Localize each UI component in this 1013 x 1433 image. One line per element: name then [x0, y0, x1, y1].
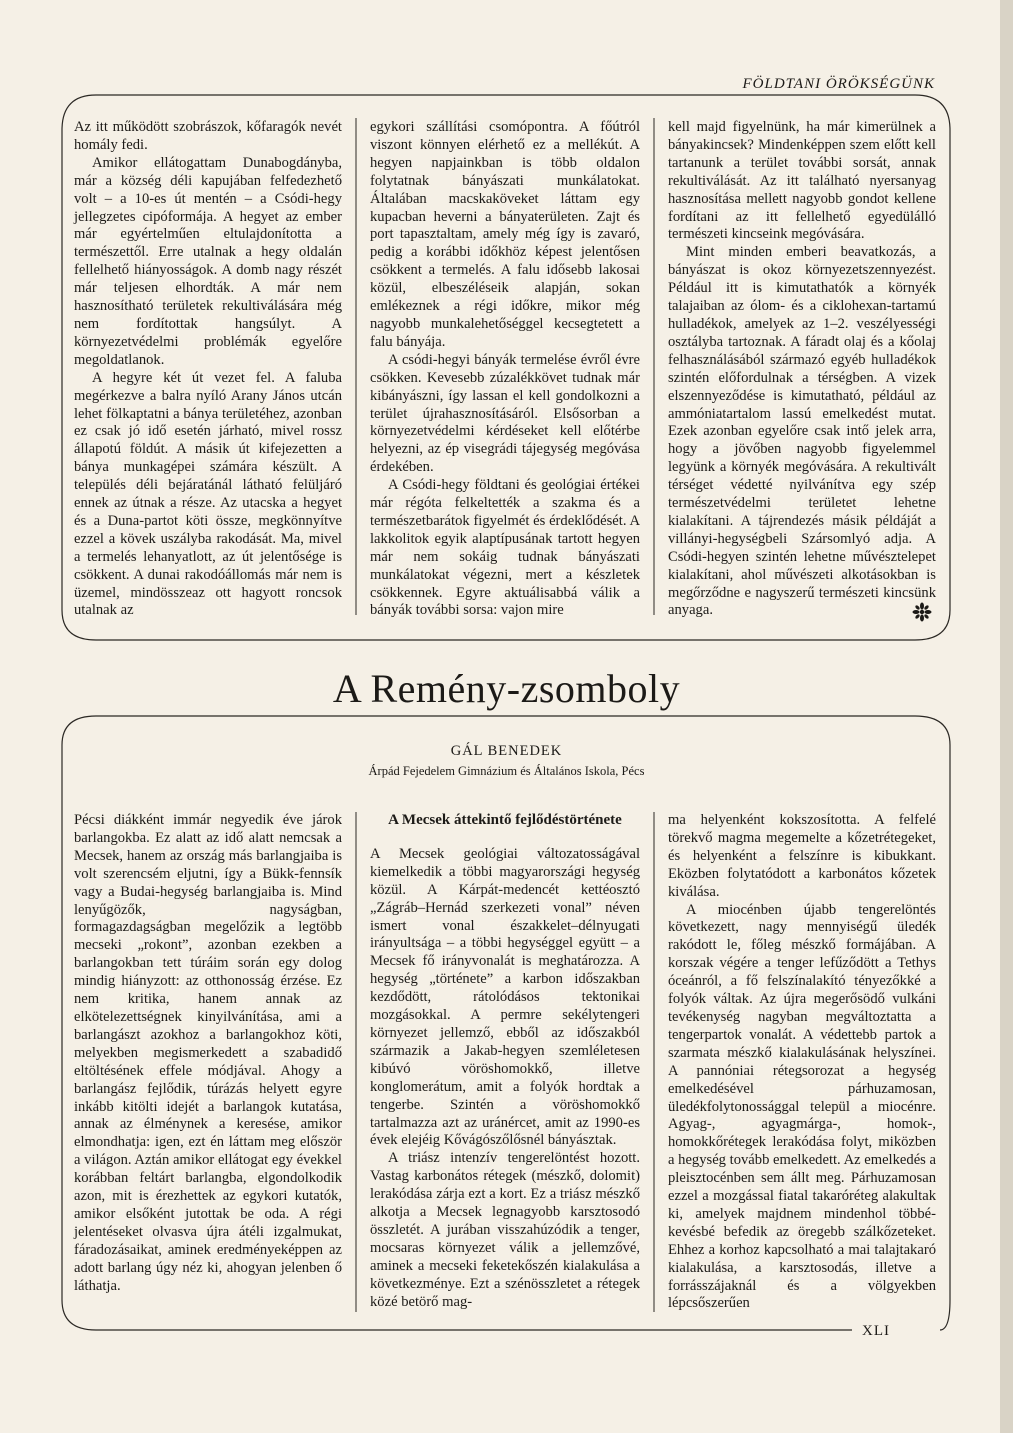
top-article-column-3: [668, 119, 936, 620]
article-column-2: [370, 812, 640, 1311]
section-subhead: A Mecsek áttekintő fejlődéstörténete: [388, 812, 622, 828]
paragraph: Pécsi diákként immár negyedik éve járok barlangokba. Ez alatt az idő alatt nemcsak a Mecsek, hanem az ország más barlangjaiba is volt szerencsém eljutni, így a Bükk-fennsík vagy a Budai-hegység barlangjaiba is. Mind lenyűgözők, nagyságban, formagazdagságban megelőzik a legtöbb mecseki „rokont”, azonban ezekben a barlangokban tett túráim során egy dolog mindig hiányzott: az otthonosság érzése. Ez nem kritika, hanem annak az elkötelezettségnek kinyilvánítása, ami a barlangászt azokhoz a barlangokhoz köti, melyekben megismerkedett a szabadidő eltöltésének effele módjával. Ahogy a barlangász fejlődik, túrázás helyett egyre inkább kitölti idejét a barlangok kutatása, annak az élménynek a keresése, amikor elmondhatja: igen, ezt én láttam meg először a világon. Aztán amikor ellátogat egy évekkel korábban feltárt barlangba, elgondolkodik azon, mit is érezhettek az egykori kutatók, amikor elsőként jutottak be oda. A régi jelentéseket olvasva újra átéli izgalmukat, fáradozásaikat, aminek eredményeképpen az adott barlang úgy néz ki, ahogyan jelenben ő láthatja.: [74, 812, 342, 1294]
article-column-1: [74, 812, 342, 1295]
paragraph: egykori szállítási csomópontra. A főútról viszont könnyen elérhető ez a mellékút. A hegyen napjainkban is több oldalon folytatnak bányászati munkálatokat. Általában macskaköveket láttam egy kupacban heverni a bányaterületen. Zajt és port tapasztaltam, amely még így is zavaró, pedig a korábbi időkhöz képest jelentősen csökkent a termelés. A falu idősebb lakosai közül, elbeszéléseik alapján, sokan emlékeznek a régi időkre, mikor még nagyobb munkalehetőséggel kecsegtetett a falu bányája.: [370, 119, 640, 350]
paragraph: Mint minden emberi beavatkozás, a bányászat is okoz környezetszennyezést. Például itt is kimutathatók a környék talajaiban az ólom- és a ciklohexan-tartamú hulladékok, amelyek az 1–2. veszélyességi osztályba tartoznak. A fáradt olaj és a kőolaj felhasználásából származó egyéb hulladékok szintén előfordulnak a térségben. A vizek elszennyeződése is kimutatható, például az ammóniatartalom lassú emelkedést mutat. Ezek azonban egyelőre csak intő jelek arra, hogy a jövőben nagyobb figyelemmel legyünk a környék megóvására. A rekultivált térséget védetté nyilvánítva egy szép természetvédelmi területet lehetne kialakítani. A tájrendezés másik példáját a villányi-hegységbeli Szársomlyó adja. A Csódi-hegyen szintén lehetne művésztelepet kialakítani, ahol művészeti alkotásokban is megőrződne e nagyszerű természeti kincsünk anyaga.: [668, 244, 936, 619]
paragraph: A csódi-hegyi bányák termelése évről évre csökken. Kevesebb zúzalékkövet tudnak már kibányászni, így lassan el kell gondolkozni a terület újrahasznosításáról. Elsősorban a környezetvédelmi kérdéseket kell előtérbe helyezni, az ép visegrádi tájegység megóvása érdekében.: [370, 351, 640, 476]
paragraph: A Mecsek geológiai változatosságával kiemelkedik a többi magyarországi hegység közül. A Kárpát-medencét kettéosztó „Zágráb–Hernád szerkezeti vonal” néven ismert vonal északkelet–délnyugati irányultsága – a többi hegységgel együtt – a Mecsek fő irányvonalát is meghatározza. A hegység „története” a karbon időszakban kezdődött, rátolódásos tektonikai mozgásokkal. A permre sekélytengeri környezet jellemző, ebből az időszakból származik a Jakab-hegyen szemléletesen kibúvó vöröshomokkő, illetve konglomerátum, amit a folyók hordtak a tengerbe. Szintén a vöröshomokkő tartalmazza azt az uránércet, amit az 1990-es évek elejéig Kővágószőlősnél bányásztak.: [370, 845, 640, 1149]
paragraph: ma helyenként kokszosította. A felfelé törekvő magma megemelte a kőzetrétegeket, és helyenként a felszínre is kibukkant. Eközben folytatódott a karbonátos kőzetek kiválása.: [668, 812, 936, 900]
article-column-3: [668, 812, 936, 1313]
page-edge: [1000, 0, 1013, 1433]
top-article-column-2: [370, 119, 640, 620]
flower-ornament-icon: [912, 602, 932, 622]
top-article-column-1: [74, 119, 342, 620]
paragraph: Az itt működött szobrászok, kőfaragók nevét homály fedi.: [74, 119, 342, 153]
paragraph: kell majd figyelnünk, ha már kimerülnek a bányakincsek? Mindenképpen szem előtt kell tartanunk a terület további sorsát, annak rekultiválását. Az itt található nyersanyag hasznosítása mellett nagyobb gondot kellene fordítani az itt fellelhető egyedülálló természeti kincseink megóvására.: [668, 119, 936, 243]
running-head: FÖLDTANI ÖRÖKSÉGÜNK: [742, 76, 935, 92]
paragraph: A Csódi-hegy földtani és geológiai értékei már régóta felkeltették a szakma és a természetbarátok figyelmét és érdeklődését. A lakkolitok egyik alaptípusának tartott hegyen már nem sokáig tudnak bányászati munkálatokat végezni, mert a készletek csökkennek. Egyre aktuálisabbá válik a bányák további sorsa: vajon mire: [370, 477, 640, 619]
paragraph: A hegyre két út vezet fel. A faluba megérkezve a balra nyíló Arany János utcán lehet fölkaptatni a bánya területéhez, azonban ez csak jó idő esetén járható, mivel rossz állapotú földút. A másik út kifejezetten a bánya munkagépei számára készült. A település déli bejáratánál látható felüljáró ennek az útnak a része. Az utacska a hegyet és a Duna-partot köti össze, megkönnyítve ezzel a kövek uszályba rakodását. Ma, mivel a termelés lehanyatlott, az út jelentősége is csökkent. A dunai rakodóállomás már nem is üzemel, mindösszeaz ott hagyott roncsok utalnak az: [74, 369, 342, 619]
paragraph: A triász intenzív tengerelöntést hozott. Vastag karbonátos rétegek (mészkő, dolomit) lerakódása zárja ezt a kort. Ez a triász mészkő alkotja a Mecsek legnagyobb karsztosodó összletét. A jurában visszahúzódik a tenger, mocsaras környezet válik a jellemzővé, aminek a mecseki feketekőszén kialakulása a következménye. Ezt a szénösszletet a rétegek közé betörő mag-: [370, 1150, 640, 1310]
article-title: A Remény-zsomboly: [332, 666, 681, 711]
article-author: GÁL BENEDEK: [450, 743, 563, 759]
paragraph: Amikor ellátogattam Dunabogdányba, már a község déli kapujában felfedezhető volt – a 10-es út mentén – a Csódi-hegy jellegzetes cipóformája. A hegyet az ember már egyértelműen eltulajdonította a természettől. Erre utalnak a hegy oldalán fellelhető hiányosságok. A domb nagy részét már teljesen elhordták. A már nem hasznosítható területek rekultiválására még nem fordítottak hangsúlyt. A környezetvédelmi problémák egyelőre megoldatlanok.: [74, 154, 342, 368]
page-number: XLI: [858, 1323, 894, 1340]
author-affiliation: Árpád Fejedelem Gimnázium és Általános Iskola, Pécs: [368, 764, 645, 778]
paragraph: A miocénben újabb tengerelöntés következett, nagy mennyiségű üledék rakódott le, főleg mészkő formájában. A korszak végére a tenger lefűződött a Tethys óceánról, a fő felszínalakító tényezőkké a folyók váltak. Az újra megerősödő vulkáni tevékenység nagyban megváltoztatta a tengerpartok vonalát. A védettebb partok a szarmata mészkő kialakulásának helyszínei. A pannóniai rétegsorozat a hegység emelkedésével párhuzamosan, üledékfolytonossággal települ a miocénre. Agyag-, agyagmárga-, homok-, homokkőrétegek lerakódása folyt, miközben a hegység tovább emelkedett. Az emelkedés a pleisztocénben sem állt meg. Párhuzamosan ezzel a mozgással fiatal takaróréteg alakultak ki, amelyek majdnem mindenhol többé-kevésbé befedik az öregebb szálkőzeteket. Ehhez a korhoz kapcsolható a mai talajtakaró kialakulása, a karsztosodás, illetve a forrásszájaknál és a völgyekben lépcsőszerűen: [668, 901, 936, 1312]
